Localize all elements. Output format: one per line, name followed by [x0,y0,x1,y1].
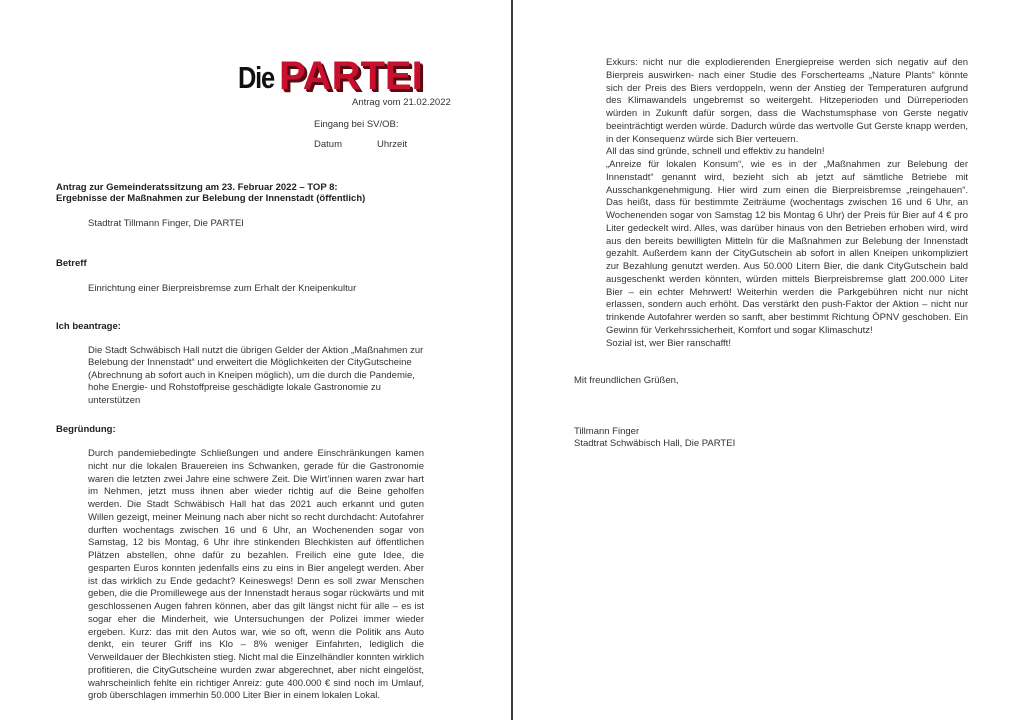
betreff-text: Einrichtung einer Bierpreisbremse zum Erhalt der Kneipenkultur [88,283,357,294]
eingang-label: Eingang bei SV/OB: [314,119,399,130]
right-body [606,57,968,350]
beantrage-text: Die Stadt Schwäbisch Hall nutzt die übrigen Gelder der Aktion „Maßnahmen zur Belebung der Innenstadt“ und erweitert die Möglichkeiten der CityGutscheine (Abrechnung ab sofort auch in Kneipen möglich), um die durch die Pandemie, hohe Energie- und Rohstoffpreise geschädigte lokale Gastronomie zu unterstützen [88,345,424,406]
gruende-line: All das sind gründe, schnell und effektiv zu handeln! [606,146,825,158]
begruendung-heading: Begründung: [56,424,116,435]
logo-partei: PARTEI [279,54,423,98]
document-title-line2: Ergebnisse der Maßnahmen zur Belebung der Innenstadt (öffentlich) [56,193,366,204]
begruendung-text: Durch pandemiebedingte Schließungen und andere Einschränkungen kamen nicht nur die lokalen Brauereien ins Schwanken, gerade für die Gastronomie waren die letzten zwei Jahre eine schwere Zeit. Die Wirt’innen waren zwar hart im Nehmen, jetzt muss ihnen aber wieder richtig auf die Beine geholfen werden. Die Stadt Schwäbisch Hall hat das 2021 auch erkannt und guten Willen gezeigt, meiner Meinung nach aber nicht so recht durchdacht: Autofahrer durften wochentags zwischen 16 und 6 Uhr, an Wochenenden sogar von Samstag, 12 bis Montag, 6 Uhr ihre stinkenden Blechkisten auf öffentlichen Plätzen abstellen, ohne dafür zu bezahlen. Freilich eine gute Idee, die gesparten Euros konnten jedenfalls eins zu eins in Bier angelegt werden. Aber ist das wirklich zu Ende gedacht? Keineswegs! Denn es soll zwar Menschen geben, die die Promillewege aus der Innenstadt heraus sogar rückwärts und mit geschlossenen Augen fahren können, aber das gilt längst nicht für alle – es ist sogar eher die Minderheit, wie Untersuchungen der Polizei immer wieder ergeben. Kurz: das mit den Autos war, wie so oft, wenn die Politik ans Auto denkt, ein teurer Griff ins Klo – 8% weniger Einfahrten, lediglich die Verweildauer der Blechkisten stieg. Nicht mal die Einzelhändler konnten wirklich profitieren, die CityGutscheine wurden zwar abgerechnet, aber nicht eingelöst, wahrscheinlich fehlte ein richtiger Anreiz: gute 400.000 € sind noch im Umlauf, grob überschlagen immerhin 50.000 Liter Bier in einem lokalen Lokal. [88,448,424,702]
exkurs-paragraph: Exkurs: nicht nur die explodierenden Energiepreise werden sich negativ auf den Bierpreis auswirken- nach einer Studie des Forscherteams „Nature Plants“ könnte sich der Preis des Biers verdoppeln, wenn der Anstieg der Temperaturen aufgrund des Klimawandels ungebremst so weitergeht. Hitzeperioden und Dürreperioden würden in Zukunft dafür sorgen, dass die Wachstumsphase von Gerste negativ beeinträchtigt werden würde. Dadurch würde das wertvolle Gut Gerste knapp werden, in der Konsequenz würde sich Bier verteuern. [606,57,968,145]
page-divider [511,0,513,720]
sozial-line: Sozial ist, wer Bier ranschafft! [606,337,731,349]
closing-greeting: Mit freundlichen Grüßen, [574,375,679,386]
author-line: Stadtrat Tillmann Finger, Die PARTEI [88,218,244,229]
beantrage-heading: Ich beantrage: [56,321,121,332]
antrag-date: Antrag vom 21.02.2022 [352,97,451,108]
betreff-heading: Betreff [56,258,87,269]
anreize-paragraph: „Anreize für lokalen Konsum“, wie es in der „Maßnahmen zur Belebung der Innenstadt“ genannt wird, bezieht sich ab jetzt auf sämtliche Betriebe mit Ausschankgenehmigung. Hier wird zum einen die Bierpreisbremse „reingehauen“. Das heißt, dass für bestimmte Zeiträume (wochentags zwischen 16 und 6 Uhr, an Wochenenden sogar von Samstag 12 bis Montag 6 Uhr) der Preis für Bier auf 4 € pro Liter gedeckelt wird. Alles, was darüber hinaus von den Betrieben erhoben wird, wird aus den bereits bewilligten Mitteln für die Maßnahmen zur Belebung der Innenstadt gezahlt. Außerdem kann der CityGutschein ab sofort in allen Kneipen unkompliziert zur Bezahlung genutzt werden. Aus 50.000 Litern Bier, die dank CityGutschein bald ausgeschenkt werden könnten, würden mittels Bierpreisbremse glatt 200.000 Liter Bier – ein echter Mehrwert! Weiterhin werden die Parkgebühren nicht nur nicht erlassen, sondern auch erhöht. Das verstärkt den push-Faktor der Aktion – nicht nur trinkende Autofahrer werden so sanft, aber bestimmt Richtung ÖPNV geschoben. Ein Gewinn für Verkehrssicherheit, Komfort und sogar Klimaschutz! [606,159,968,336]
datum-label: Datum [314,139,342,150]
page-left [0,0,511,720]
signature-title: Stadtrat Schwäbisch Hall, Die PARTEI [574,438,736,449]
signature-name: Tillmann Finger [574,426,640,437]
uhrzeit-label: Uhrzeit [377,139,408,150]
logo-die: Die [238,60,274,95]
document-title-line1: Antrag zur Gemeinderatssitzung am 23. Februar 2022 – TOP 8: [56,182,338,193]
die-partei-logo [238,54,423,98]
